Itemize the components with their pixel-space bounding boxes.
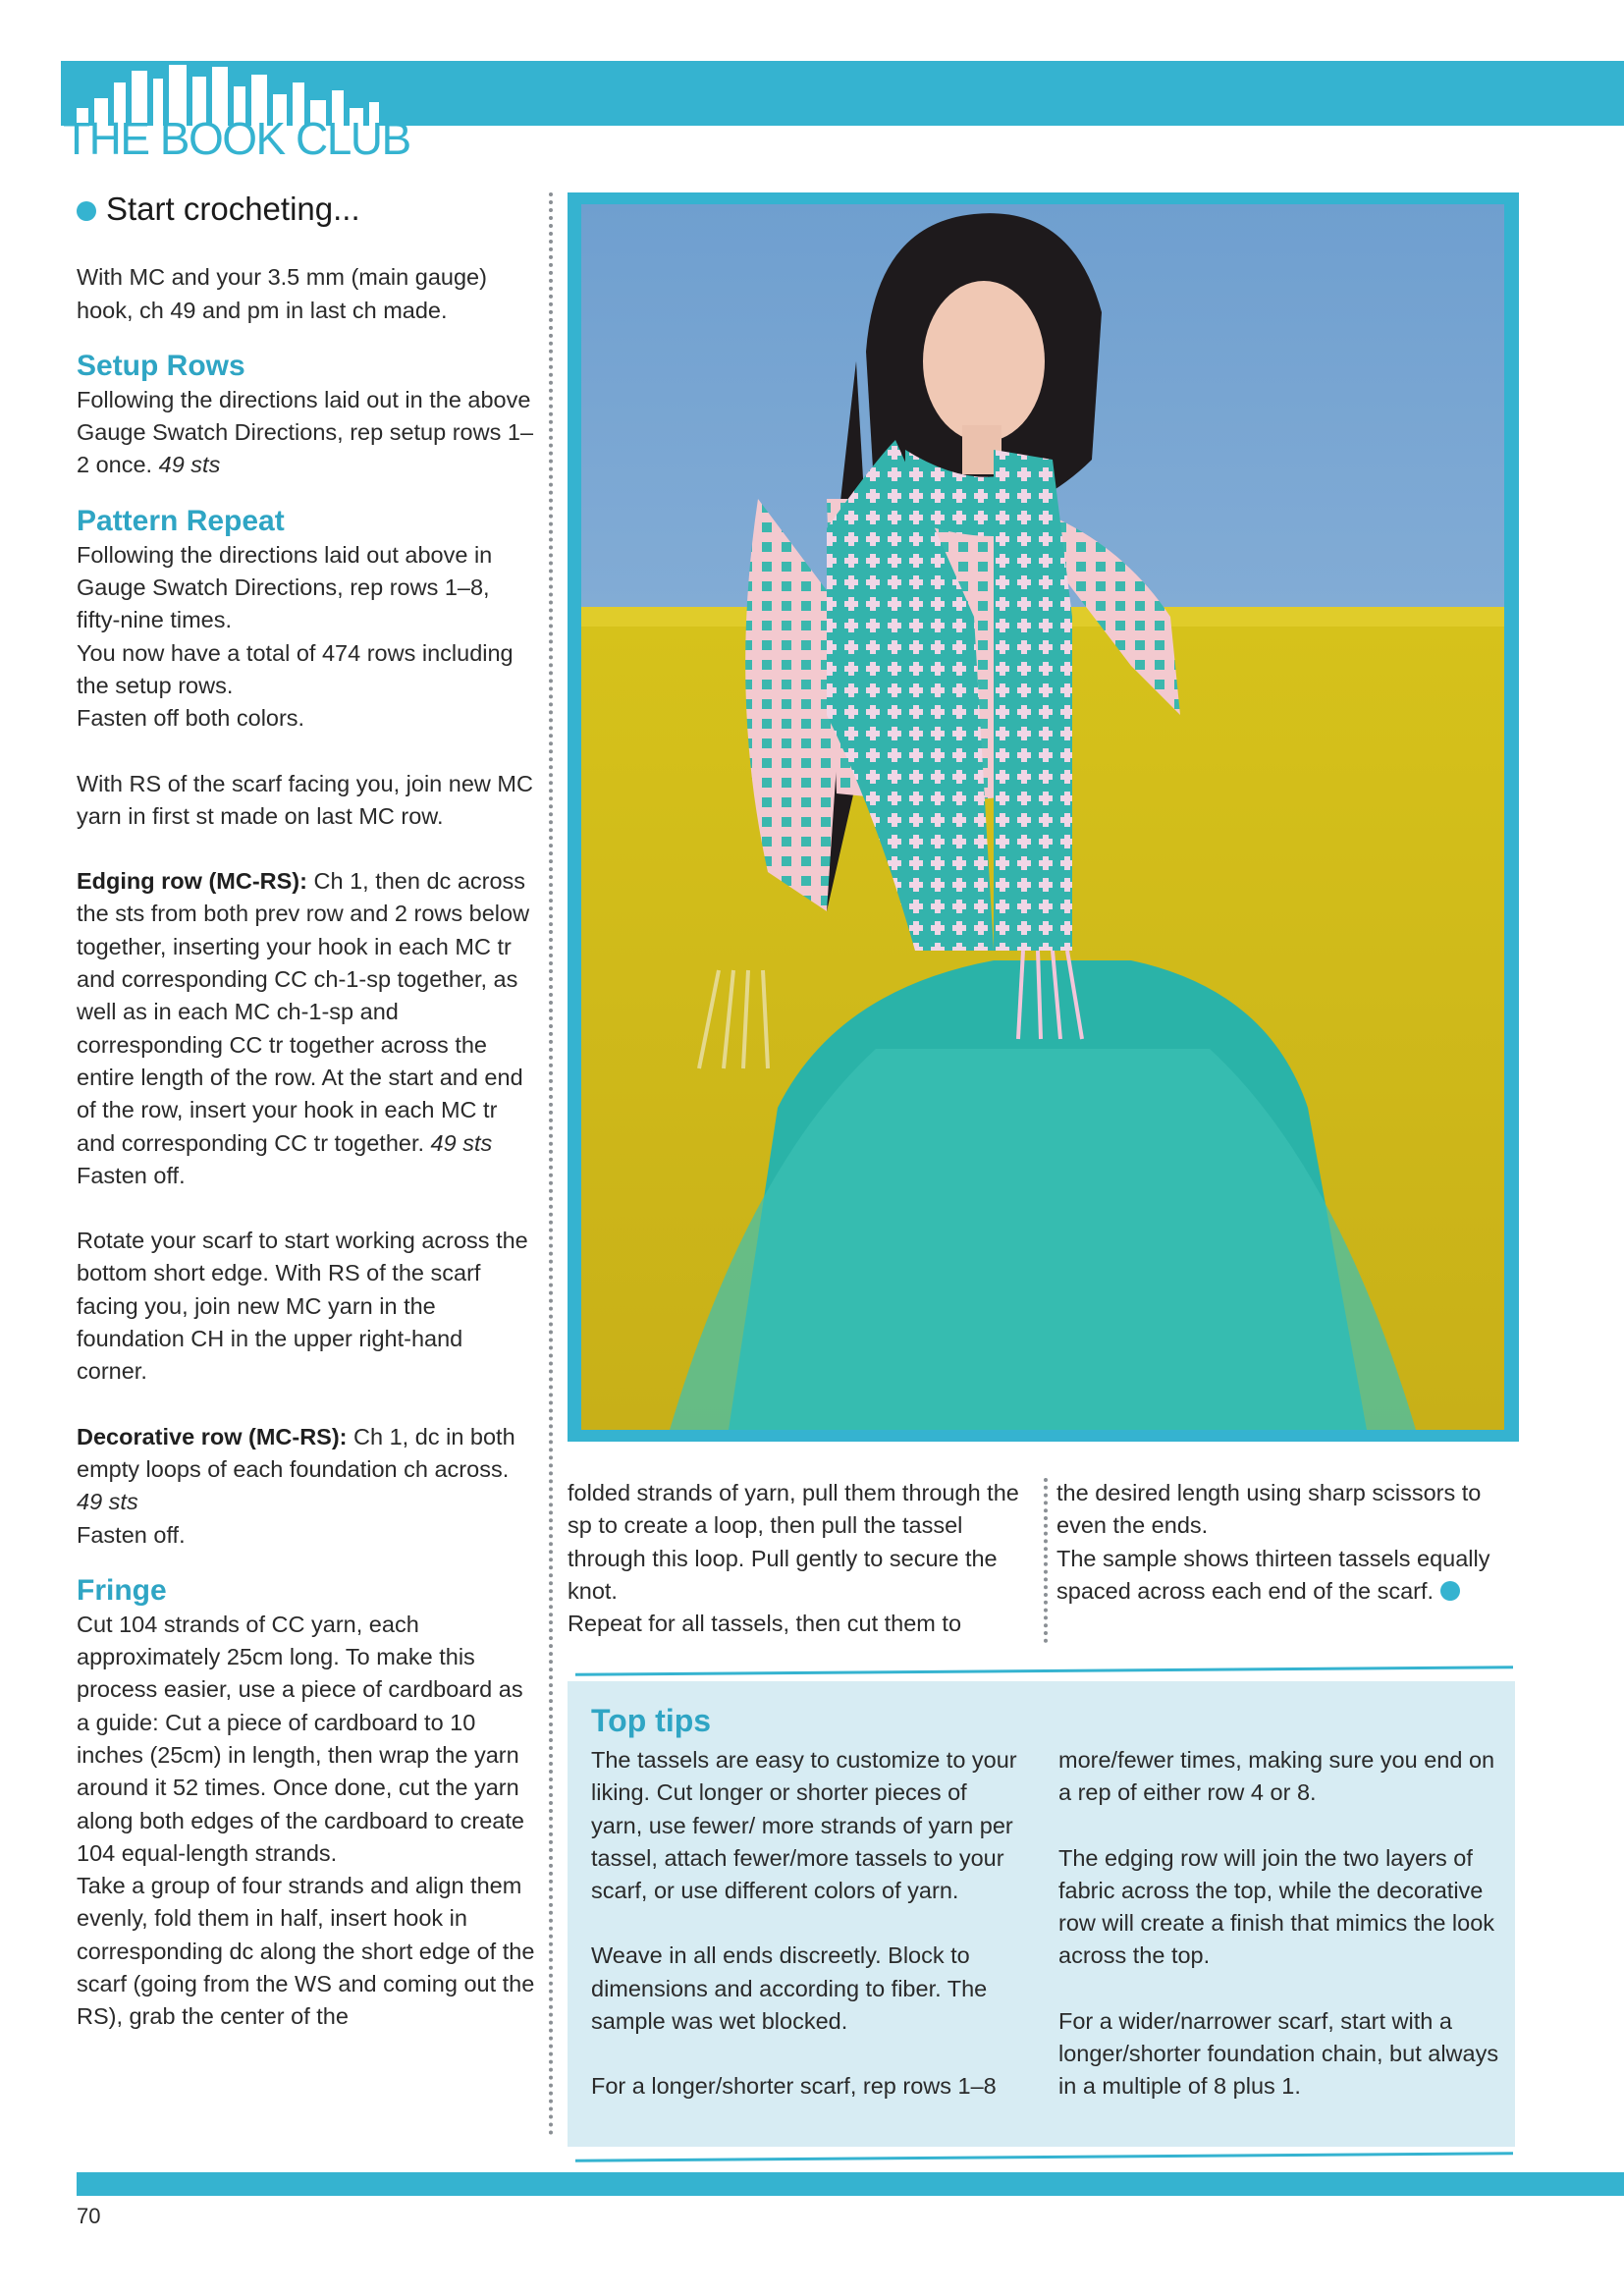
column-divider bbox=[549, 192, 553, 2137]
setup-rows-heading: Setup Rows bbox=[77, 349, 245, 382]
decorative-row-paragraph: Decorative row (MC-RS): Ch 1, dc in both empty loops of each foundation ch across. 49 sts bbox=[77, 1423, 515, 1515]
pattern-total-paragraph: You now have a total of 474 rows including the setup rows. bbox=[77, 639, 514, 698]
magazine-section-title: THE BOOK CLUB bbox=[63, 113, 410, 164]
setup-rows-paragraph: Following the directions laid out in the above Gauge Swatch Directions, rep setup rows 1–2 once. 49 sts bbox=[77, 386, 534, 478]
fringe-paragraph-2: Take a group of four strands and align them evenly, fold them in half, insert hook in corresponding dc along the short edge of the scarf (going from the WS and coming out the RS), grab the center of the bbox=[77, 1873, 535, 2030]
instructions-column-1 bbox=[77, 192, 538, 2034]
fringe-heading: Fringe bbox=[77, 1573, 167, 1607]
instructions-column-3 bbox=[1056, 1477, 1518, 1608]
pattern-repeat-heading: Pattern Repeat bbox=[77, 504, 285, 537]
yarn-ball-icon bbox=[77, 201, 96, 221]
tips-paragraph-2: Weave in all ends discreetly. Block to dimensions and according to fiber. The sample was wet blocked. bbox=[591, 1942, 988, 2035]
edging-fasten-paragraph: Fasten off. bbox=[77, 1162, 186, 1188]
top-tips-heading: Top tips bbox=[591, 1703, 712, 1738]
instructions-column-2 bbox=[568, 1477, 1029, 1640]
column-divider-2 bbox=[1044, 1478, 1048, 1643]
rotate-paragraph: Rotate your scarf to start working across the bottom short edge. With RS of the scarf facing you, join new MC yarn in the foundation CH in the upper right-hand corner. bbox=[77, 1228, 528, 1385]
tips-paragraph-1: The tassels are easy to customize to your liking. Cut longer or shorter pieces of yarn, use fewer/ more strands of yarn per tassel, attach fewer/more tassels to your scarf, or use different colors of yarn. bbox=[591, 1747, 1017, 1904]
decorative-fasten-paragraph: Fasten off. bbox=[77, 1521, 186, 1548]
intro-paragraph: With MC and your 3.5 mm (main gauge) hook, ch 49 and pm in last ch made. bbox=[77, 264, 487, 323]
tips-paragraph-6: For a wider/narrower scarf, start with a longer/shorter foundation chain, but always in a multiple of 8 plus 1. bbox=[1058, 2007, 1499, 2100]
page-number: 70 bbox=[77, 2204, 101, 2228]
fringe-paragraph: Cut 104 strands of CC yarn, each approximately 25cm long. To make this process easier, use a piece of cardboard as a guide: Cut a piece of cardboard to 10 inches (25cm) in length, then wrap the yarn around it 52 times. Once done, cut the yarn along both edges of the cardboard to create 104 equal-length strands. bbox=[77, 1611, 524, 1866]
pattern-fasten-paragraph: Fasten off both colors. bbox=[77, 705, 305, 732]
model-photo bbox=[581, 204, 1504, 1430]
footer-band bbox=[77, 2172, 1624, 2196]
trim-paragraph: the desired length using sharp scissors to even the ends. bbox=[1056, 1480, 1482, 1539]
edging-row-paragraph: Edging row (MC-RS): Ch 1, then dc across the sts from both prev row and 2 rows below together, inserting your hook in each MC tr and corresponding CC ch-1-sp together, as well as in each MC ch-1-sp and corresponding CC tr together across the entire length of the row. At the start and end of the row, insert your hook in each MC tr and corresponding CC tr together. 49 sts bbox=[77, 868, 530, 1156]
tips-paragraph-5: The edging row will join the two layers of fabric across the top, while the decorative row will create a finish that mimics the look across the top. bbox=[1058, 1844, 1495, 1969]
sample-paragraph: The sample shows thirteen tassels equally spaced across each end of the scarf. bbox=[1056, 1545, 1490, 1604]
tassel-paragraph: folded strands of yarn, pull them through the sp to create a loop, then pull the tassel through this loop. Pull gently to secure the knot. bbox=[568, 1480, 1019, 1604]
yarn-ball-end-icon bbox=[1440, 1581, 1460, 1601]
repeat-tassels-paragraph: Repeat for all tassels, then cut them to bbox=[568, 1611, 962, 1637]
tips-paragraph-4: more/fewer times, making sure you end on a rep of either row 4 or 8. bbox=[1058, 1747, 1495, 1806]
start-heading: Start crocheting... bbox=[77, 192, 538, 229]
join-paragraph: With RS of the scarf facing you, join new MC yarn in first st made on last MC row. bbox=[77, 770, 533, 829]
tips-paragraph-3: For a longer/shorter scarf, rep rows 1–8 bbox=[591, 2073, 997, 2100]
top-tips-column-2 bbox=[1058, 1744, 1500, 2104]
pattern-repeat-paragraph: Following the directions laid out above in Gauge Swatch Directions, rep rows 1–8, fifty-nine times. bbox=[77, 541, 493, 633]
top-tips-column-1 bbox=[591, 1744, 1023, 2104]
